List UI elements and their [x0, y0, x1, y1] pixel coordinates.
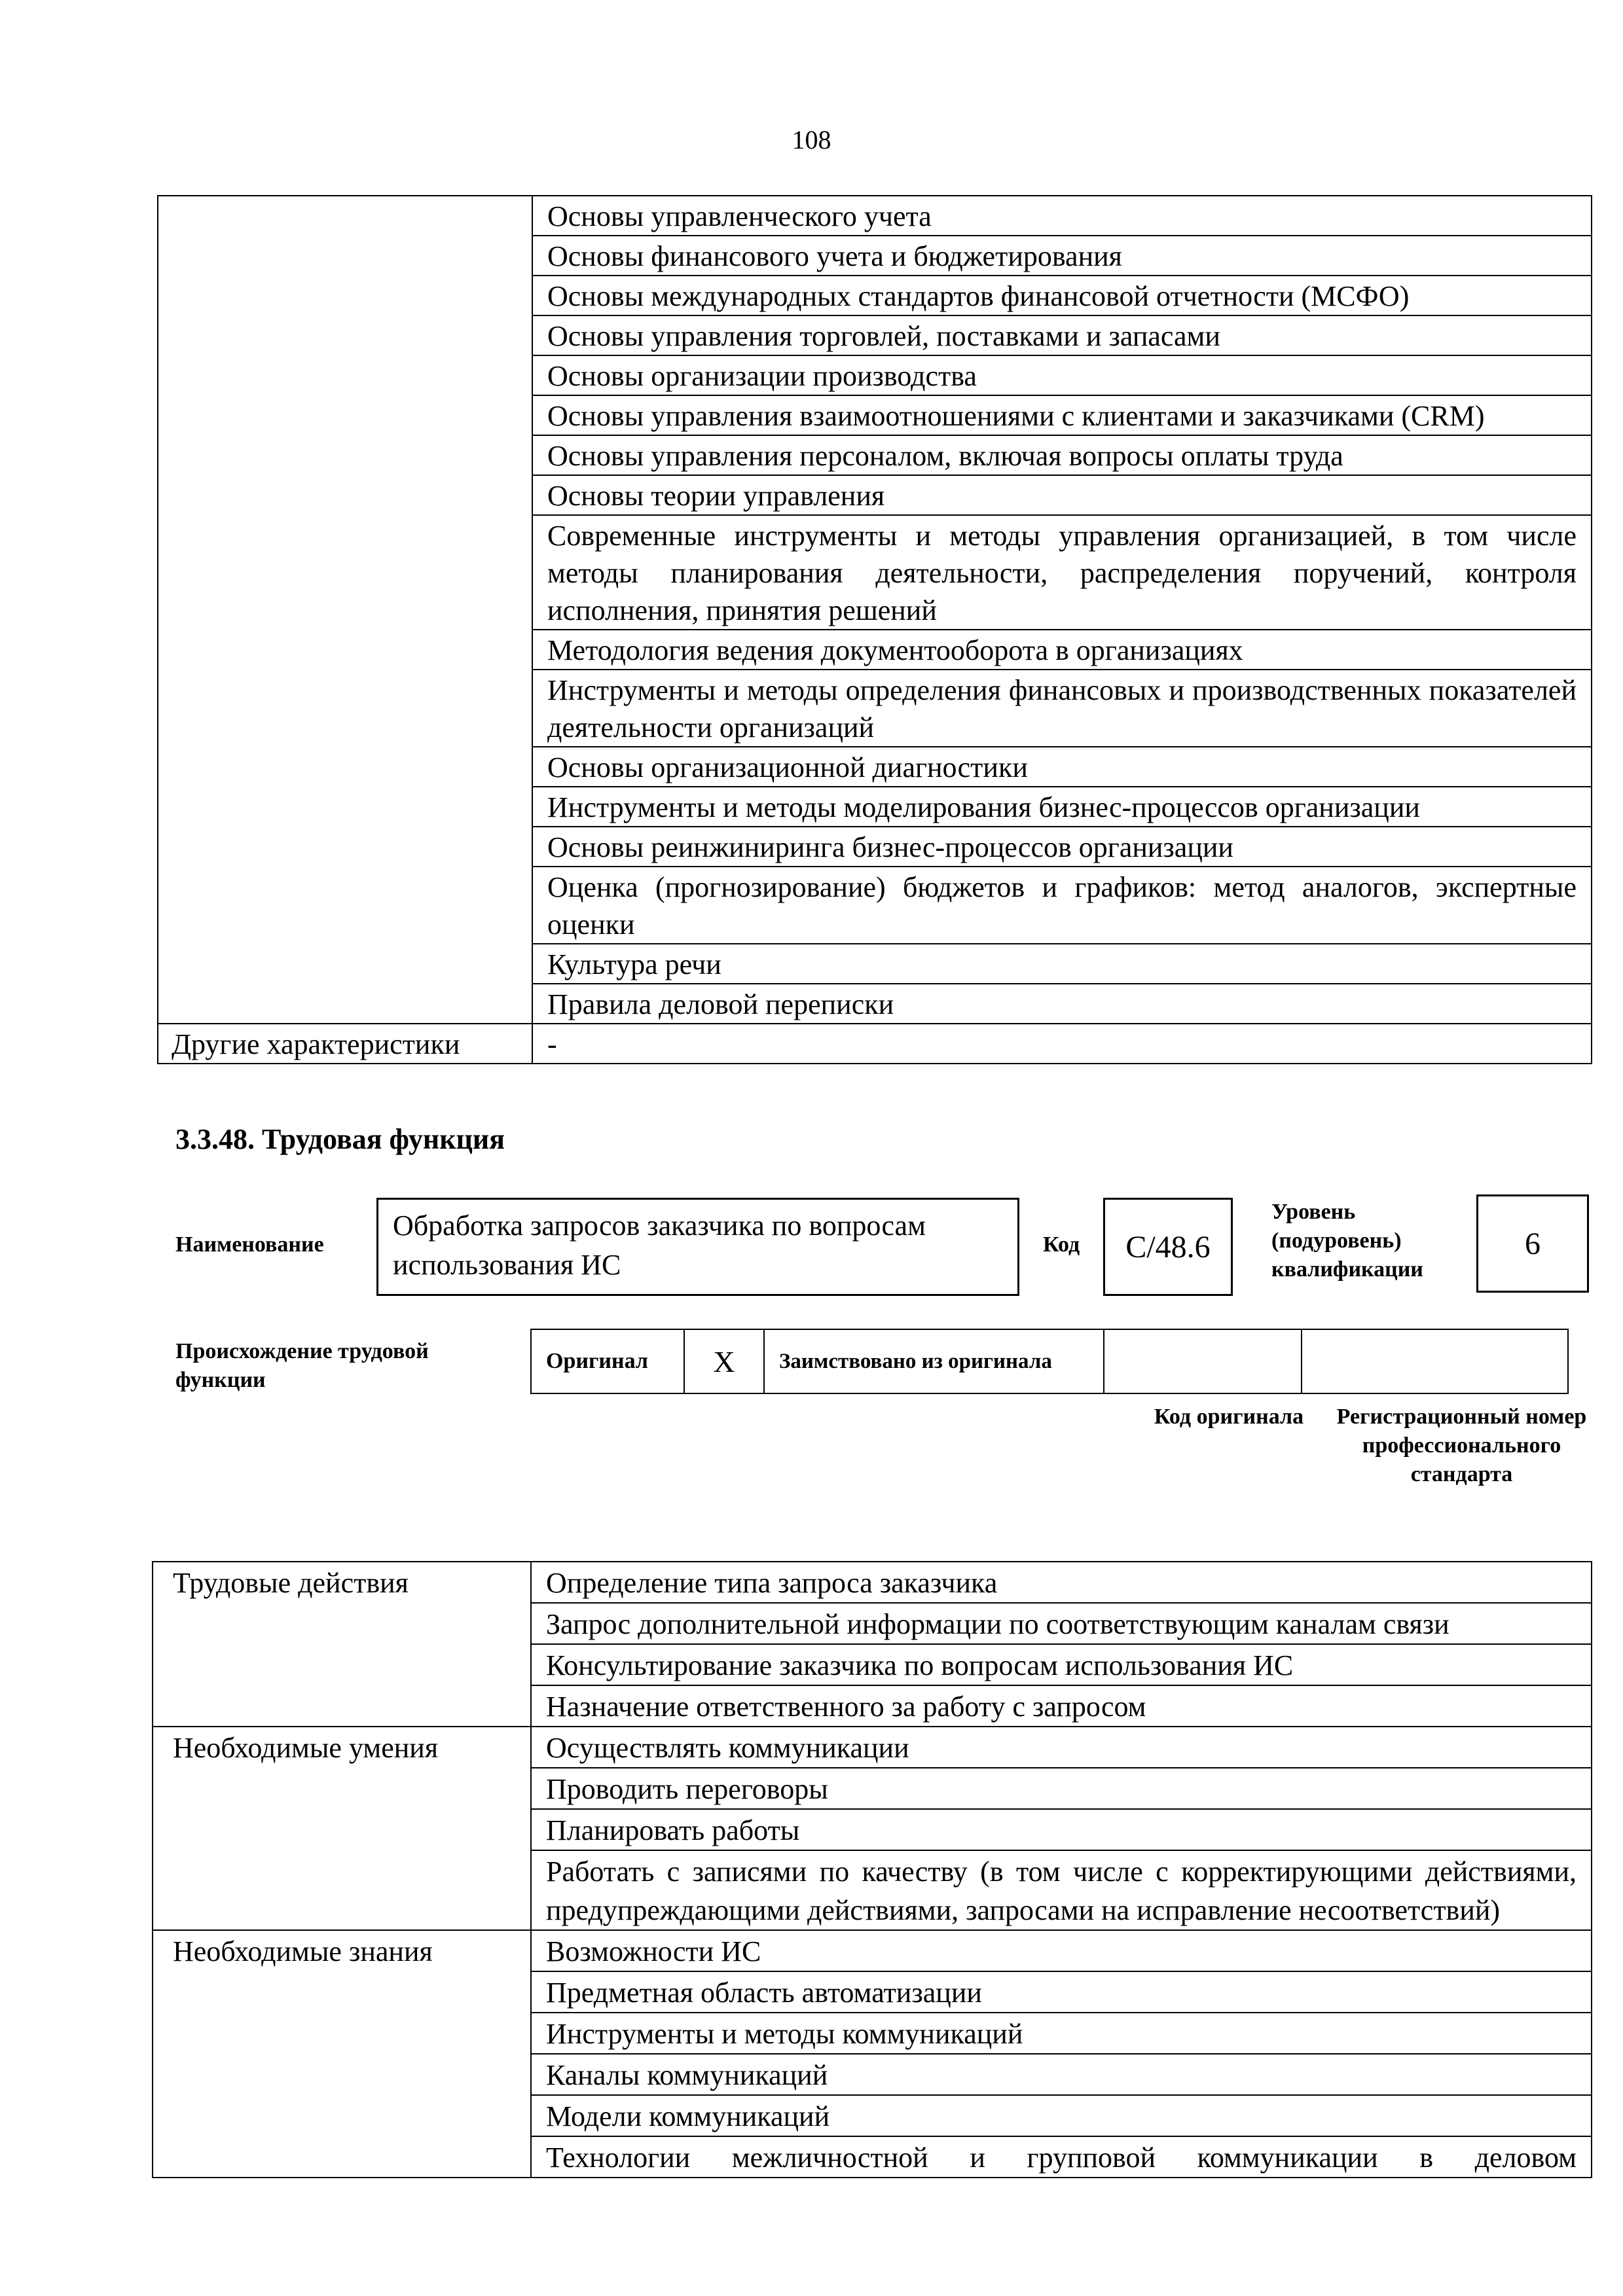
code-original-cell	[1104, 1329, 1302, 1393]
reg-number-cell	[1302, 1329, 1568, 1393]
skill-item: Осуществлять коммуникации	[531, 1727, 1592, 1768]
table-row	[158, 196, 1592, 236]
table-row	[531, 1329, 1568, 1393]
borrowed-label: Заимствовано из оригинала	[764, 1329, 1104, 1393]
function-code-box: С/48.6	[1103, 1198, 1233, 1296]
function-name-box: Обработка запросов заказчика по вопросам использования ИС	[376, 1198, 1019, 1296]
knowledge-item: Инструменты и методы коммуникаций	[531, 2013, 1592, 2054]
page-number: 108	[792, 125, 831, 154]
other-characteristics-label: Другие характеристики	[158, 1024, 532, 1064]
skills-label: Необходимые умения	[153, 1727, 531, 1930]
action-item: Назначение ответственного за работу с запросом	[531, 1685, 1592, 1727]
qualification-level-box: 6	[1476, 1194, 1589, 1293]
knowledge-table-continued	[157, 195, 1592, 1064]
section-title: 3.3.48. Трудовая функция	[175, 1123, 505, 1155]
knowledge-item: Основы организации производства	[532, 355, 1592, 395]
knowledge-item: Основы управления персоналом, включая вопросы оплаты труда	[532, 435, 1592, 475]
reg-number-caption: Регистрационный номер профессионального стандарта	[1336, 1405, 1587, 1486]
actions-label: Трудовые действия	[153, 1562, 531, 1727]
code-original-caption: Код оригинала	[1154, 1405, 1304, 1429]
table-row	[153, 1562, 1592, 1603]
knowledge-item: Правила деловой переписки	[532, 984, 1592, 1024]
name-label: Наименование	[175, 1232, 324, 1257]
labor-function-table	[152, 1561, 1592, 2178]
knowledge-item: Современные инструменты и методы управления организацией, в том числе методы планирования деятельности, распределения поручений, контроля исполнения, принятия решений	[532, 515, 1592, 630]
knowledge-item: Возможности ИС	[531, 1930, 1592, 1971]
empty-label-cell	[158, 196, 532, 1024]
other-characteristics-value: -	[532, 1024, 1592, 1064]
table-row	[158, 1024, 1592, 1064]
original-mark: X	[684, 1329, 764, 1393]
knowledge-item: Оценка (прогнозирование) бюджетов и графиков: метод аналогов, экспертные оценки	[532, 867, 1592, 944]
original-label: Оригинал	[531, 1329, 684, 1393]
qualification-level-label: Уровень (подуровень) квалификации	[1271, 1200, 1423, 1282]
knowledge-item: Основы реинжиниринга бизнес-процессов организации	[532, 827, 1592, 867]
knowledge-item: Культура речи	[532, 944, 1592, 984]
table-row	[153, 1727, 1592, 1768]
skill-item: Проводить переговоры	[531, 1768, 1592, 1809]
action-item: Определение типа запроса заказчика	[531, 1562, 1592, 1603]
knowledge-item: Основы международных стандартов финансовой отчетности (МСФО)	[532, 276, 1592, 315]
knowledge-item: Каналы коммуникаций	[531, 2054, 1592, 2095]
knowledge-item: Основы организационной диагностики	[532, 747, 1592, 787]
knowledge-item: Предметная область автоматизации	[531, 1971, 1592, 2013]
skill-item: Работать с записями по качеству (в том числе с корректирующими действиями, предупреждающими действиями, запросами на исправление несоответствий)	[531, 1850, 1592, 1930]
action-item: Запрос дополнительной информации по соответствующим каналам связи	[531, 1603, 1592, 1644]
knowledge-item: Основы управления взаимоотношениями с клиентами и заказчиками (CRM)	[532, 395, 1592, 435]
origin-label: Происхождение трудовой функции	[175, 1339, 429, 1392]
knowledge-item: Инструменты и методы определения финансовых и производственных показателей деятельности организаций	[532, 670, 1592, 747]
knowledge-item: Основы управления торговлей, поставками и запасами	[532, 315, 1592, 355]
knowledge-item: Основы финансового учета и бюджетирования	[532, 236, 1592, 276]
action-item: Консультирование заказчика по вопросам использования ИС	[531, 1644, 1592, 1685]
knowledge-item: Технологии межличностной и групповой коммуникации в деловом	[531, 2136, 1592, 2178]
knowledge-item: Основы теории управления	[532, 475, 1592, 515]
skill-item: Планировать работы	[531, 1809, 1592, 1850]
table-row	[153, 1930, 1592, 1971]
knowledge-item: Модели коммуникаций	[531, 2095, 1592, 2136]
knowledge-item: Основы управленческого учета	[532, 196, 1592, 236]
knowledge-item: Методология ведения документооборота в организациях	[532, 630, 1592, 670]
knowledge-label: Необходимые знания	[153, 1930, 531, 2178]
code-label: Код	[1043, 1232, 1080, 1257]
origin-table	[530, 1329, 1569, 1394]
knowledge-item: Инструменты и методы моделирования бизнес-процессов организации	[532, 787, 1592, 827]
